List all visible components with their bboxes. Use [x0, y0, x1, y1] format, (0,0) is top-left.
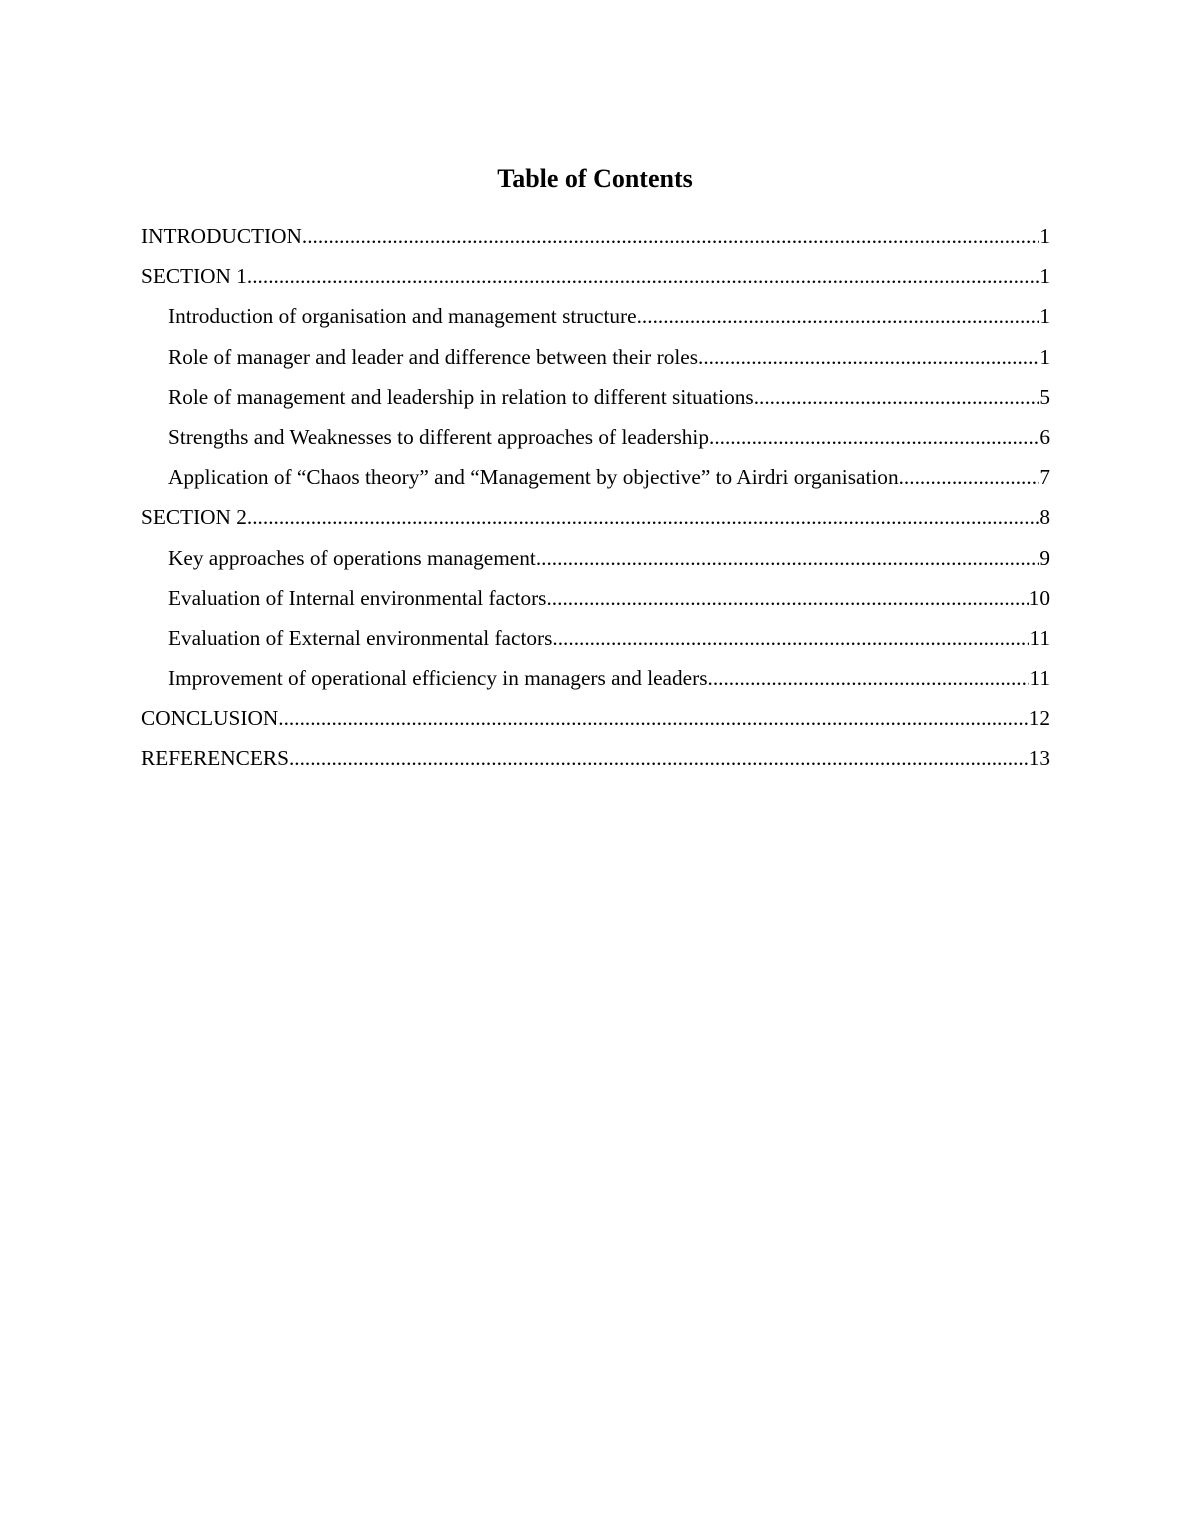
toc-page-number: 11	[1029, 666, 1050, 691]
toc-page-number: 1	[1039, 264, 1050, 289]
toc-page-number: 1	[1039, 344, 1050, 369]
toc-page-number: 12	[1028, 706, 1050, 731]
toc-entry-text: Application of “Chaos theory” and “Management by objective” to Airdri organisation	[168, 465, 899, 490]
toc-entry-text: Introduction of organisation and management structure	[168, 304, 637, 329]
toc-page-number: 7	[1039, 465, 1050, 490]
toc-page-number: 6	[1039, 424, 1050, 449]
toc-entry-text: Role of manager and leader and difference between their roles	[168, 344, 698, 369]
toc-dot-leader	[552, 621, 1029, 655]
toc-dot-leader	[247, 500, 1039, 534]
toc-dot-leader	[536, 541, 1040, 575]
toc-dot-leader	[289, 741, 1029, 775]
toc-entry-chaos-theory[interactable]	[141, 460, 1050, 500]
toc-list	[141, 219, 1050, 782]
toc-page-number: 10	[1028, 585, 1050, 610]
toc-entry-strengths-weaknesses[interactable]	[141, 420, 1050, 460]
toc-entry-text: Evaluation of External environmental factors	[168, 625, 553, 650]
toc-page-number: 5	[1039, 384, 1050, 409]
toc-title: Table of Contents	[497, 164, 693, 193]
toc-entry-text: Strengths and Weaknesses to different approaches of leadership	[168, 424, 709, 449]
toc-entry-text: SECTION 2	[141, 505, 247, 530]
toc-page-number: 8	[1039, 505, 1050, 530]
toc-entry-operations-management[interactable]	[141, 541, 1050, 581]
toc-entry-text: Key approaches of operations management	[168, 545, 536, 570]
toc-entry-organisation-structure[interactable]	[141, 299, 1050, 339]
toc-dot-leader	[247, 259, 1039, 293]
toc-dot-leader	[546, 581, 1028, 615]
toc-entry-text: Role of management and leadership in relation to different situations	[168, 384, 754, 409]
toc-dot-leader	[698, 340, 1039, 374]
toc-dot-leader	[278, 701, 1028, 735]
toc-entry-internal-factors[interactable]	[141, 581, 1050, 621]
toc-page-number: 9	[1039, 545, 1050, 570]
toc-entry-operational-efficiency[interactable]	[141, 661, 1050, 701]
toc-dot-leader	[302, 219, 1039, 253]
toc-entry-text: CONCLUSION	[141, 706, 279, 731]
toc-entry-references[interactable]	[141, 741, 1050, 781]
toc-entry-text: Improvement of operational efficiency in managers and leaders	[168, 666, 708, 691]
toc-dot-leader	[708, 661, 1030, 695]
toc-entry-section-1[interactable]	[141, 259, 1050, 299]
toc-dot-leader	[709, 420, 1039, 454]
toc-entry-text: SECTION 1	[141, 264, 247, 289]
toc-entry-external-factors[interactable]	[141, 621, 1050, 661]
toc-dot-leader	[754, 380, 1040, 414]
toc-entry-introduction[interactable]	[141, 219, 1050, 259]
toc-dot-leader	[637, 299, 1040, 333]
toc-page-number: 1	[1039, 304, 1050, 329]
toc-page-number: 11	[1029, 625, 1050, 650]
toc-page-number: 13	[1028, 746, 1050, 771]
toc-entry-text: REFERENCERS	[141, 746, 289, 771]
toc-entry-manager-leader-roles[interactable]	[141, 340, 1050, 380]
toc-dot-leader	[899, 460, 1040, 494]
toc-entry-text: INTRODUCTION	[141, 224, 302, 248]
toc-entry-text: Evaluation of Internal environmental factors	[168, 585, 547, 610]
toc-entry-different-situations[interactable]	[141, 380, 1050, 420]
toc-page-number: 1	[1039, 224, 1050, 248]
toc-entry-conclusion[interactable]	[141, 701, 1050, 741]
toc-entry-section-2[interactable]	[141, 500, 1050, 540]
